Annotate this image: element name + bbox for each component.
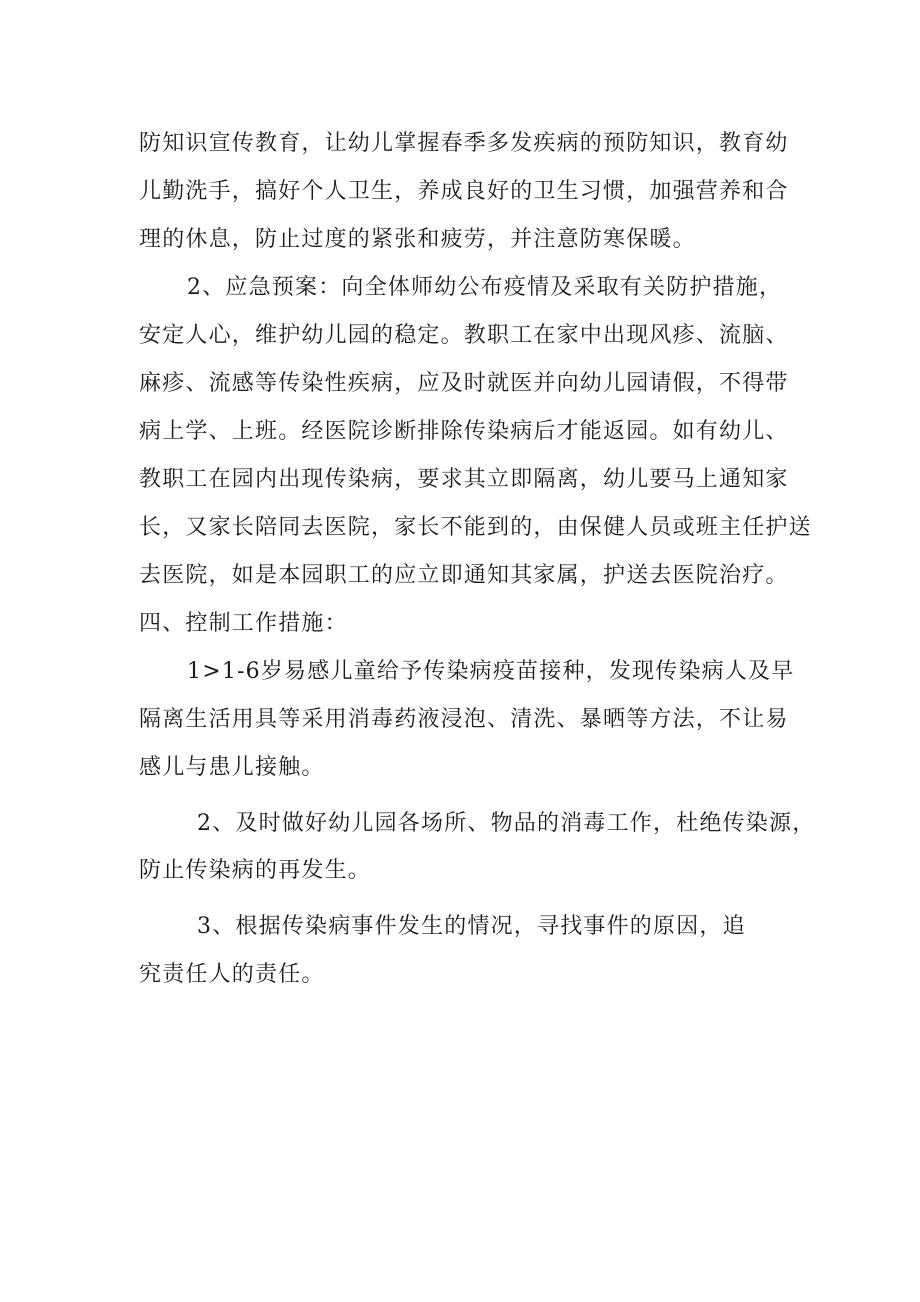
text-line: 理的休息，防止过度的紧张和疲劳，并注意防寒保暖。: [139, 227, 696, 252]
text-line: 究责任人的责任。: [139, 962, 325, 987]
text-line: 教职工在园内出现传染病，要求其立即隔离，幼儿要马上通知家: [139, 467, 789, 492]
text-line: 感儿与患儿接触。: [139, 755, 325, 780]
text-line: 病上学、上班。经医院诊断排除传染病后才能返园。如有幼儿、: [139, 419, 789, 444]
text-line: 麻疹、流感等传染性疾病，应及时就医并向幼儿园请假，不得带: [139, 371, 789, 396]
text-line: 长，又家长陪同去医院，家长不能到的，由保健人员或班主任护送: [139, 515, 812, 540]
text-line: 儿勤洗手，搞好个人卫生，养成良好的卫生习惯，加强营养和合: [139, 179, 789, 204]
text-line: 2、应急预案：向全体师幼公布疫情及采取有关防护措施，: [187, 275, 783, 300]
text-line: 2、及时做好幼儿园各场所、物品的消毒工作，杜绝传染源，: [197, 811, 816, 836]
text-line: 安定人心，维护幼儿园的稳定。教职工在家中出现风疹、流脑、: [139, 323, 789, 348]
text-line: 防知识宣传教育，让幼儿掌握春季多发疾病的预防知识，教育幼: [139, 131, 789, 156]
text-line: 防止传染病的再发生。: [139, 858, 372, 883]
text-line: 1>1-6岁易感儿童给予传染病疫苗接种，发现传染病人及早: [187, 659, 795, 684]
text-line: 3、根据传染病事件发生的情况，寻找事件的原因，追: [197, 914, 746, 939]
text-line: 去医院，如是本园职工的应立即通知其家属，护送去医院治疗。: [139, 563, 789, 588]
section-heading: 四、控制工作措施：: [139, 611, 348, 636]
text-line: 隔离生活用具等采用消毒药液浸泡、清洗、暴晒等方法，不让易: [139, 707, 789, 732]
